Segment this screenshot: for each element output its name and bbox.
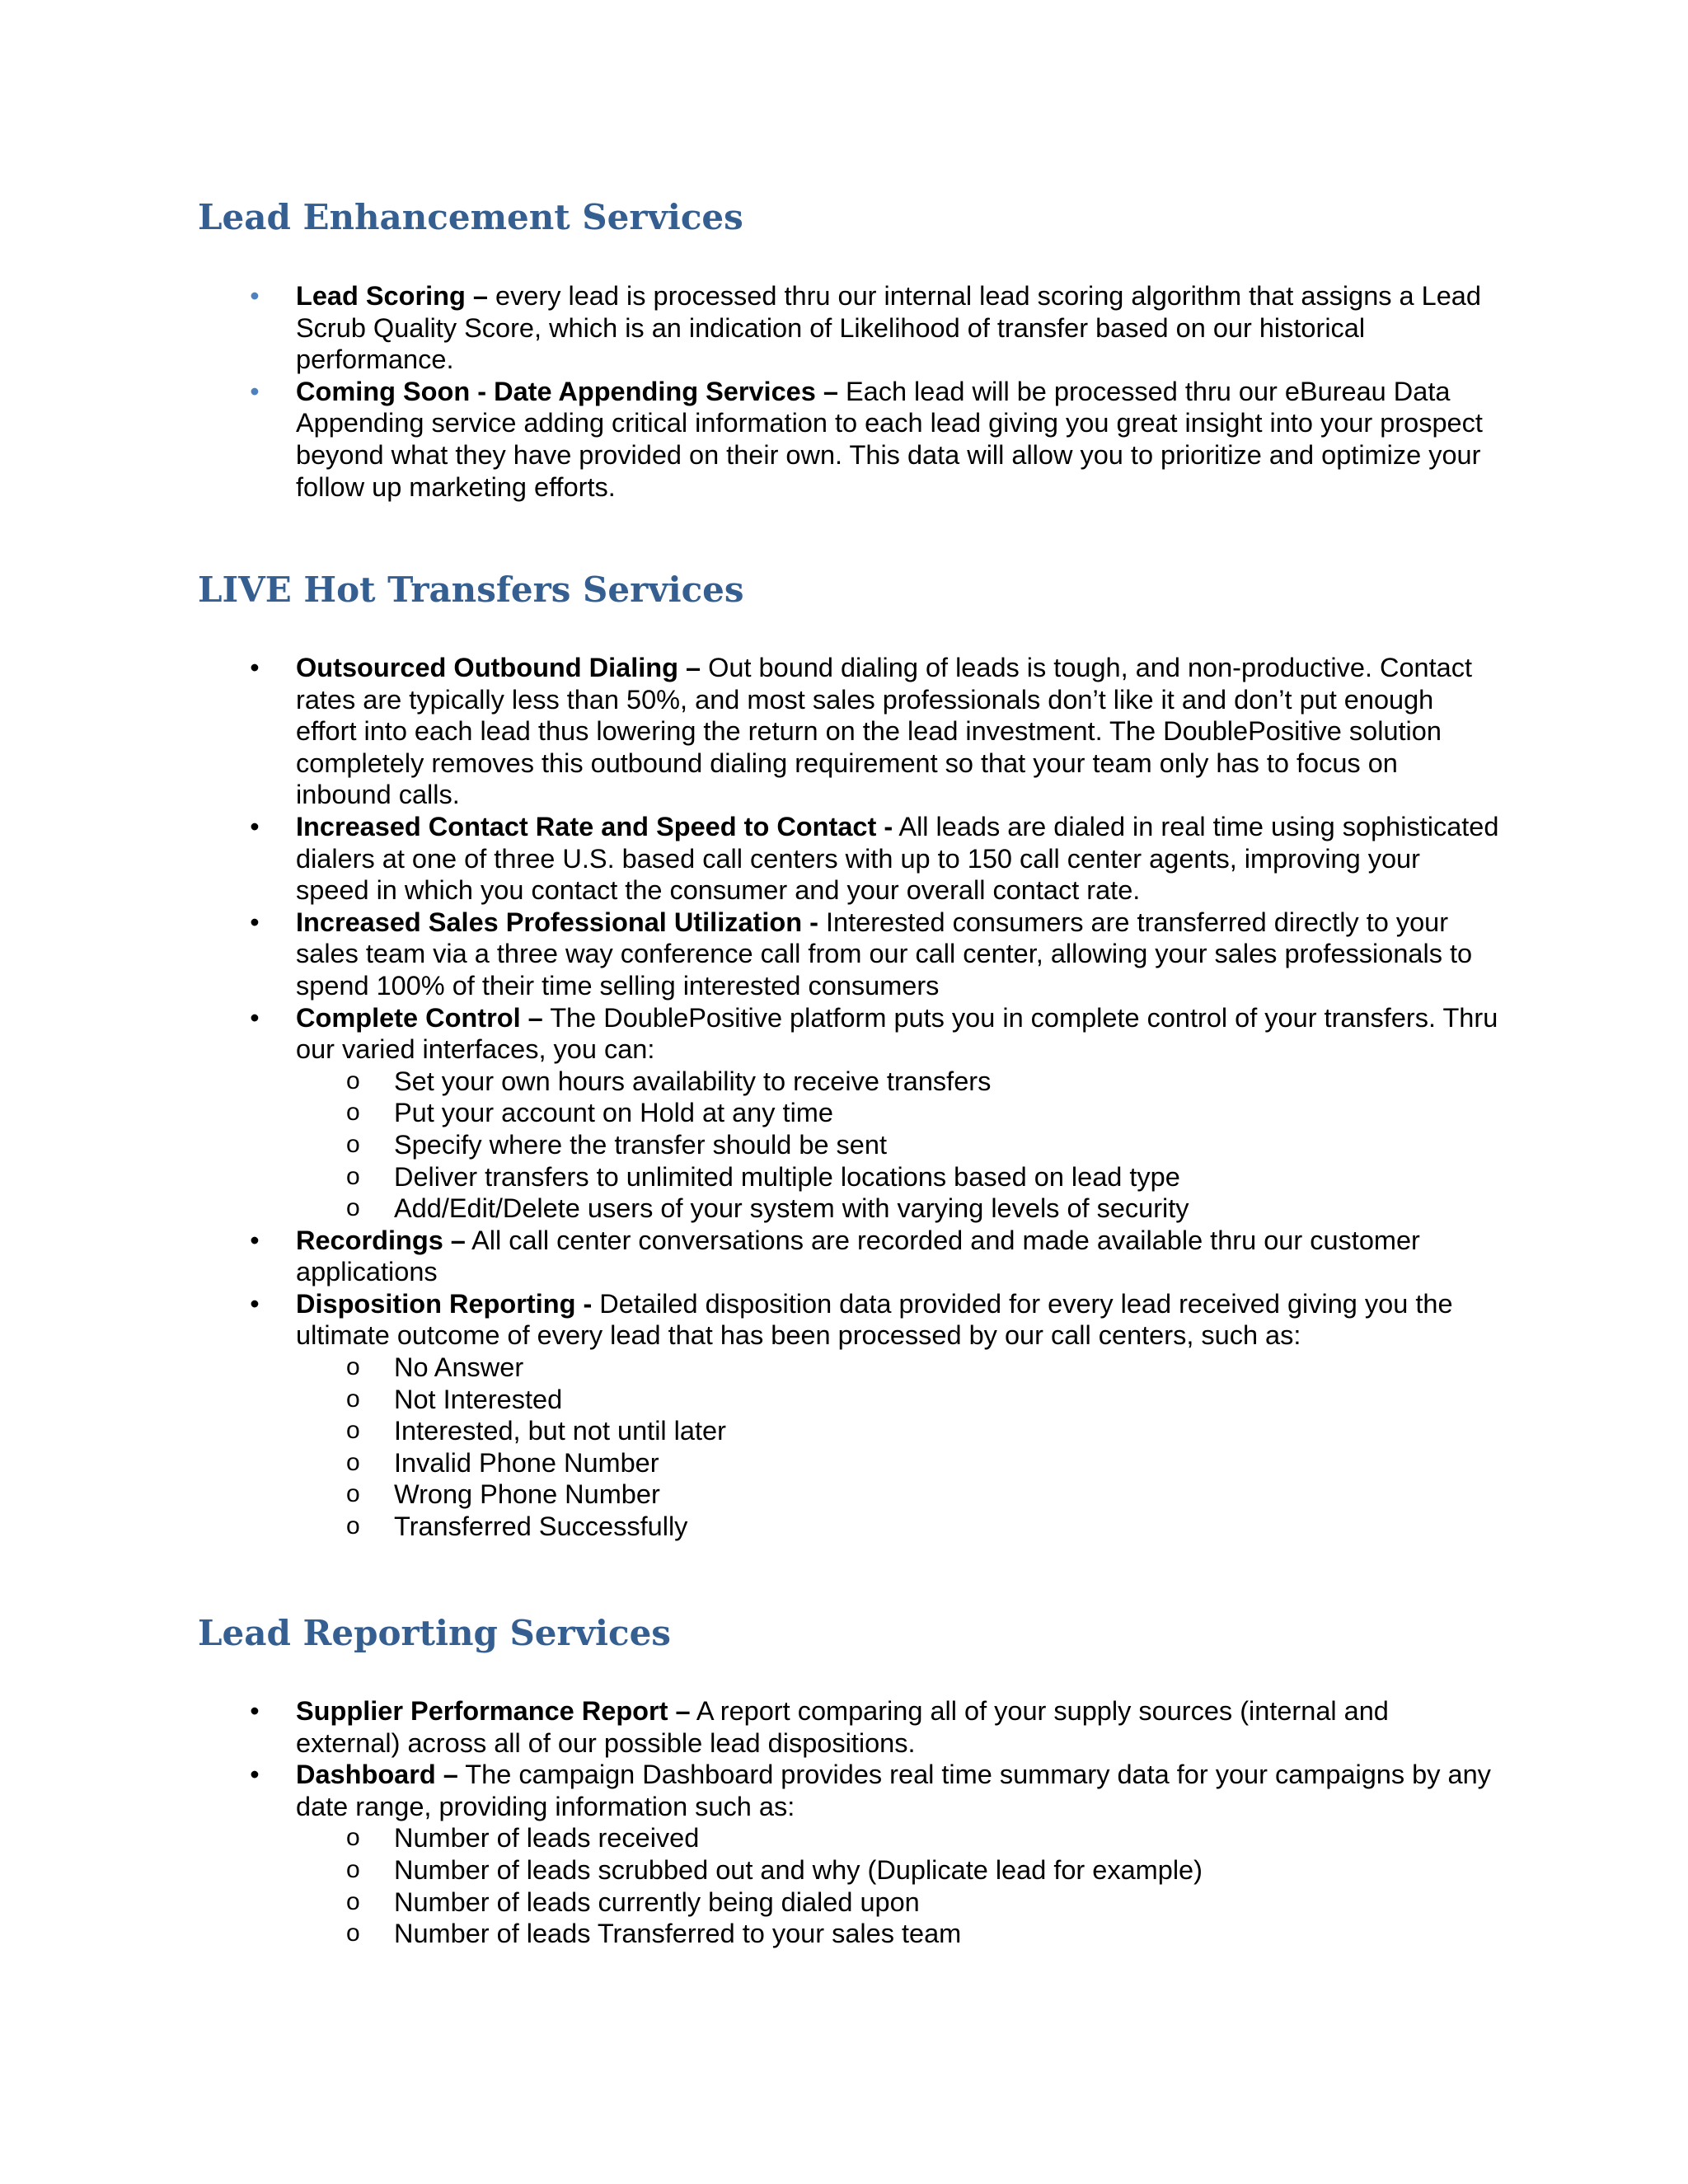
sub-bullet-icon: o — [346, 1099, 360, 1127]
sub-bullet-icon: o — [346, 1919, 360, 1947]
item-term: Outsourced Outbound Dialing – — [296, 653, 701, 682]
sub-list-item — [198, 1415, 1500, 1447]
item-term: Disposition Reporting - — [296, 1288, 593, 1319]
sub-list — [198, 1352, 1500, 1543]
item-text: The DoublePositive platform puts you in complete control of your transfers. Thru our varied interfaces, you can: — [296, 1002, 1498, 1065]
bullet-icon: • — [250, 1696, 260, 1726]
list-item — [198, 1759, 1500, 1950]
sub-list-item — [198, 1822, 1500, 1854]
sub-item-text: Add/Edit/Delete users of your system with varying levels of security — [394, 1193, 1189, 1224]
sub-item-text: Transferred Successfully — [394, 1511, 688, 1542]
bullet-icon: • — [250, 653, 260, 682]
sub-item-text: Deliver transfers to unlimited multiple locations based on lead type — [394, 1161, 1180, 1192]
sub-list-item — [198, 1193, 1500, 1225]
list-item — [198, 1695, 1500, 1759]
sub-bullet-icon: o — [346, 1512, 360, 1540]
bullet-list — [198, 280, 1500, 503]
sub-bullet-icon: o — [346, 1130, 360, 1158]
sub-item-text: No Answer — [394, 1352, 524, 1383]
section-live-hot-transfers — [198, 569, 1500, 1542]
list-item — [198, 907, 1500, 1002]
sub-item-text: Put your account on Hold at any time — [394, 1098, 833, 1128]
bullet-list — [198, 1695, 1500, 1950]
item-term: Coming Soon - Date Appending Services – — [296, 376, 838, 406]
bullet-icon: • — [250, 811, 260, 841]
sub-list-item — [198, 1129, 1500, 1161]
list-item — [198, 652, 1500, 811]
sub-bullet-icon: o — [346, 1448, 360, 1476]
bullet-icon: • — [250, 907, 260, 937]
list-item — [198, 1002, 1500, 1225]
item-text: Out bound dialing of leads is tough, and non-productive. Contact rates are typically less than 50%, and most sales professionals don’t like it and don’t put enough effort into each lead thus lowering the return on the lead investment. The DoublePositive solution completely removes this outbound dialing requirement so that your team only has to focus on inbound calls. — [296, 653, 1473, 810]
bullet-icon: • — [250, 1225, 260, 1255]
sub-bullet-icon: o — [346, 1194, 360, 1222]
sub-list-item — [198, 1352, 1500, 1384]
item-text: All call center conversations are recorded and made available thru our customer applications — [296, 1225, 1420, 1287]
item-term: Recordings – — [296, 1225, 466, 1255]
sub-bullet-icon: o — [346, 1480, 360, 1508]
bullet-icon: • — [250, 1760, 260, 1790]
section-heading: Lead Enhancement Services — [198, 197, 743, 237]
item-text: Interested consumers are transferred directly to your sales team via a three way conference call from our call center, allowing your sales professionals to spend 100% of their time selling interested consumers — [296, 907, 1473, 1001]
section-heading: LIVE Hot Transfers Services — [198, 569, 744, 610]
list-item — [198, 811, 1500, 907]
sub-list-item — [198, 1161, 1500, 1193]
item-term: Increased Sales Professional Utilization - — [296, 907, 818, 937]
item-term: Lead Scoring – — [296, 281, 488, 311]
item-term: Dashboard – — [296, 1760, 458, 1790]
item-text: every lead is processed thru our internal lead scoring algorithm that assigns a Lead Scrub Quality Score, which is an indication of Likelihood of transfer based on our historical performance. — [296, 281, 1481, 375]
sub-list-item — [198, 1479, 1500, 1511]
list-item — [198, 1225, 1500, 1288]
list-item — [198, 280, 1500, 376]
sub-item-text: Wrong Phone Number — [394, 1479, 660, 1510]
sub-item-text: Invalid Phone Number — [394, 1447, 659, 1478]
list-item — [198, 1288, 1500, 1543]
item-text: A report comparing all of your supply sources (internal and external) across all of our possible lead dispositions. — [296, 1696, 1389, 1758]
list-item — [198, 376, 1500, 503]
sub-list-item — [198, 1886, 1500, 1919]
sub-bullet-icon: o — [346, 1162, 360, 1190]
sub-list-item — [198, 1097, 1500, 1129]
section-heading: Lead Reporting Services — [198, 1613, 671, 1653]
sub-list — [198, 1066, 1500, 1225]
sub-bullet-icon: o — [346, 1824, 360, 1852]
bullet-icon: • — [250, 1002, 260, 1033]
sub-item-text: Number of leads Transferred to your sales team — [394, 1919, 962, 1949]
sub-bullet-icon: o — [346, 1066, 360, 1094]
sub-item-text: Number of leads received — [394, 1823, 700, 1854]
sub-item-text: Number of leads scrubbed out and why (Duplicate lead for example) — [394, 1854, 1203, 1885]
item-term: Supplier Performance Report – — [296, 1696, 691, 1726]
bullet-list — [198, 652, 1500, 1543]
sub-list-item — [198, 1447, 1500, 1479]
sub-list-item — [198, 1066, 1500, 1098]
sub-list-item — [198, 1511, 1500, 1543]
item-text: Detailed disposition data provided for every lead received giving you the ultimate outcome of every lead that has been processed by our call centers, such as: — [296, 1288, 1453, 1351]
item-text: The campaign Dashboard provides real time summary data for your campaigns by any date range, providing information such as: — [296, 1760, 1491, 1821]
sub-item-text: Specify where the transfer should be sent — [394, 1129, 887, 1160]
bullet-icon: • — [250, 1288, 260, 1319]
item-text: All leads are dialed in real time using sophisticated dialers at one of three U.S. based call centers with up to 150 call center agents, improving your speed in which you contact the consumer and your overall contact rate. — [296, 811, 1499, 906]
item-text: Each lead will be processed thru our eBureau Data Appending service adding critical information to each lead giving you great insight into your prospect beyond what they have provided on their own. This data will allow you to prioritize and optimize your follow up marketing efforts. — [296, 376, 1483, 502]
sub-bullet-icon: o — [346, 1353, 360, 1381]
section-lead-reporting — [198, 1612, 1500, 1949]
item-term: Increased Contact Rate and Speed to Contact - — [296, 811, 893, 841]
sub-list-item — [198, 1854, 1500, 1886]
sub-bullet-icon: o — [346, 1887, 360, 1915]
sub-item-text: Not Interested — [394, 1384, 563, 1414]
sub-list-item — [198, 1918, 1500, 1950]
bullet-icon: • — [250, 376, 260, 406]
sub-bullet-icon: o — [346, 1417, 360, 1445]
bullet-icon: • — [250, 281, 260, 311]
item-term: Complete Control – — [296, 1002, 543, 1033]
section-lead-enhancement — [198, 196, 1500, 502]
sub-list-item — [198, 1384, 1500, 1416]
sub-bullet-icon: o — [346, 1855, 360, 1883]
sub-item-text: Interested, but not until later — [394, 1416, 726, 1446]
sub-bullet-icon: o — [346, 1385, 360, 1413]
sub-item-text: Number of leads currently being dialed upon — [394, 1886, 920, 1917]
sub-item-text: Set your own hours availability to receive transfers — [394, 1066, 992, 1096]
sub-list — [198, 1822, 1500, 1949]
